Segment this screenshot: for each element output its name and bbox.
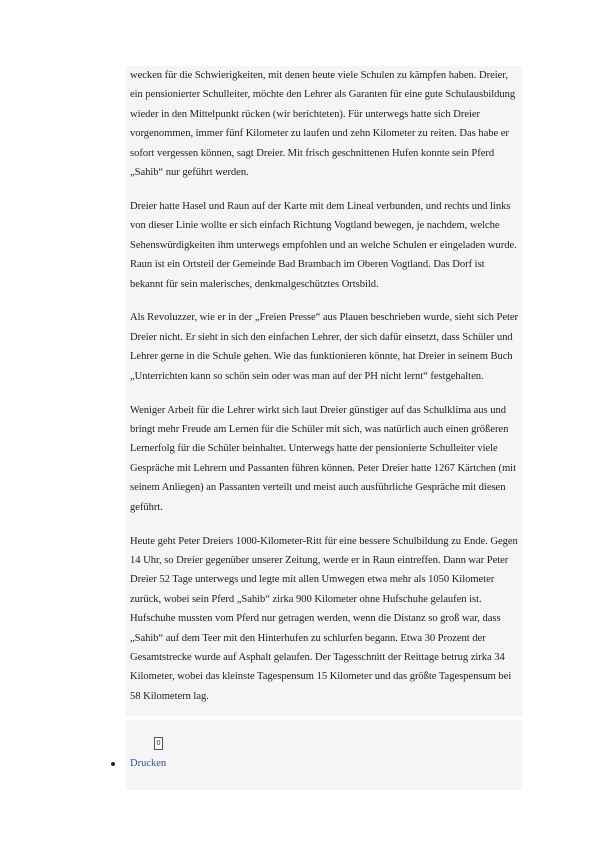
article-paragraph: Als Revoluzzer, wie er in der „Freien Presse“ aus Plauen beschrieben wurde, sieht sich Peter Dreier nicht. Er sieht in sich den einfachen Lehrer, der sich dafür einsetzt, dass Schüler und Lehrer gerne in die Schule gehen. Wie das funktionieren könnte, hat Dreier in seinem Buch „Unterrichten kann so schön sein oder was man auf der PH nicht lernt“ festgehalten. — [130, 312, 518, 382]
print-link[interactable]: Drucken — [130, 758, 167, 769]
article-paragraph: wecken für die Schwierigkeiten, mit denen heute viele Schulen zu kämpfen haben. Dreier, ein pensionierter Schulleiter, möchte den Lehrer als Garanten für eine gute Schulausbildung wieder in den Mittelpunkt rücken (wir berichteten). Für unterwegs hatte sich Dreier vorgenommen, immer fünf Kilometer zu laufen und zehn Kilometer zu reiten. Das habe er sofort vergessen können, sagt Dreier. Mit frisch geschnittenen Hufen konnte sein Pferd „Sahib“ nur geführt werden. — [130, 70, 516, 179]
share-count-badge: 0 — [154, 737, 163, 750]
article-footer — [126, 720, 522, 790]
article-paragraph: Dreier hatte Hasel und Raun auf der Karte mit dem Lineal verbunden, und rechts und links von dieser Linie wollte er sich einfach Richtung Vogtland bewegen, je nachdem, welche Sehenswürdigkeiten ihm unterwegs empfohlen und an welche Schulen er eingeladen wurde. Raun ist ein Ortsteil der Gemeinde Bad Brambach im Oberen Vogtland. Das Dorf ist bekannt für sein malerisches, denkmalgeschütztes Ortsbild. — [130, 200, 517, 290]
article-paragraph: Heute geht Peter Dreiers 1000-Kilometer-Ritt für eine bessere Schulbildung zu Ende. Gegen 14 Uhr, so Dreier gegenüber unserer Zeitung, werde er in Raun eintreffen. Dann war Peter Dreier 52 Tage unterwegs und legte mit allen Umwegen etwa mehr als 1050 Kilometer zurück, wobei sein Pferd „Sahib“ zirka 900 Kilometer ohne Hufschuhe gelaufen ist. Hufschuhe mussten vom Pferd nur getragen werden, wenn die Distanz so groß war, dass „Sahib“ auf dem Teer mit den Hinterhufen zu schlurfen begann. Etwa 30 Prozent der Gesamtstrecke wurde auf Asphalt gelaufen. Der Tagesschnitt der Reittage betrug zirka 34 Kilometer, wobei das kleinste Tagespensum 15 Kilometer und das größte Tagespensum bei 58 Kilometern lag. — [130, 535, 518, 702]
article-body — [126, 66, 522, 716]
article-paragraph: Weniger Arbeit für die Lehrer wirkt sich laut Dreier günstiger auf das Schulklima aus und bringt mehr Freude am Lernen für die Schüler mit sich, was natürlich auch einen größeren Lernerfolg für die Schüler beinhaltet. Unterwegs hatte der pensionierte Schulleiter viele Gespräche mit Lehrern und Passanten führen können. Peter Dreier hatte 1267 Kärtchen (mit seinem Anliegen) an Passanten verteilt und meist auch ausführliche Gespräche mit diesen geführt. — [130, 404, 516, 513]
list-bullet-icon — [111, 762, 115, 766]
